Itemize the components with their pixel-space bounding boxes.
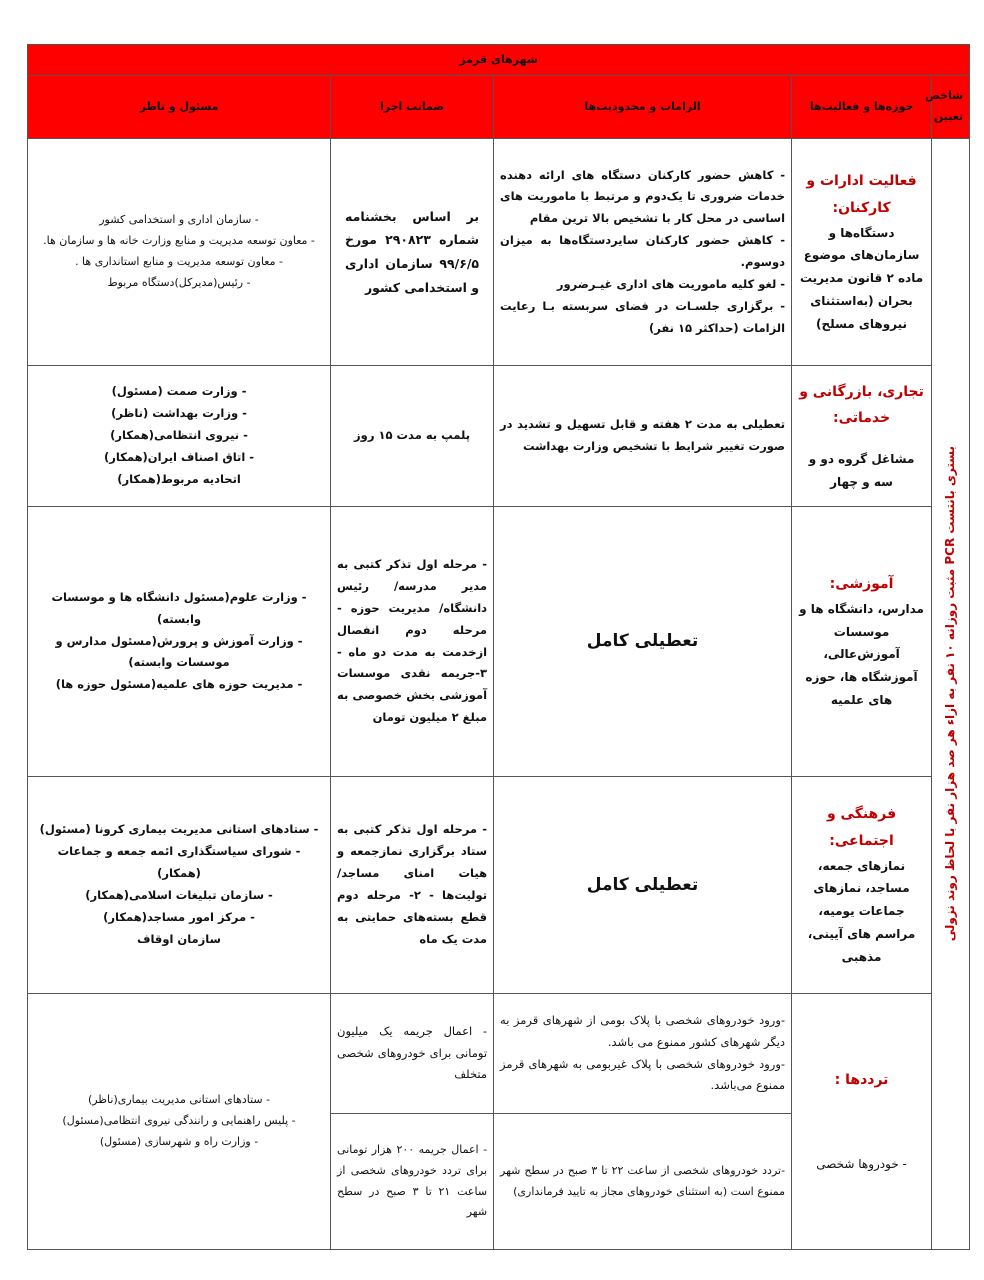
responsible-item: - نیروی انتظامی(همکار) <box>110 428 248 443</box>
header-guarantee: ضمانت اجرا <box>331 76 494 139</box>
guarantee-cell: پلمپ به مدت ۱۵ روز <box>331 366 494 507</box>
responsible-item: - سازمان تبلیغات اسلامی(همکار) <box>85 888 273 902</box>
responsible-item: - معاون توسعه مدیریت و منابع استانداری ها . <box>75 255 283 268</box>
requirements-cell: تعطیلی کامل <box>494 777 792 994</box>
responsible-item: - شورای سیاستگذاری ائمه جمعه و جماعات (همکار) <box>57 844 301 881</box>
responsible-cell <box>28 507 331 777</box>
area-body: دستگاه‌ها و سازمان‌های موضوع ماده ۲ قانون مدیریت بحران (به‌استثنای نیروهای مسلح) <box>799 225 924 331</box>
area-cell <box>792 507 932 777</box>
area-body: مشاغل گروه دو و سه و چهار <box>808 451 915 489</box>
responsible-item: - وزارت آموزش و پرورش(مسئول مدارس و موسسات وابسته) <box>55 633 303 670</box>
responsible-item: - ستادهای استانی مدیریت بیماری(ناظر) <box>87 1093 271 1107</box>
requirement-item: تعطیلی به مدت ۲ هفته و قابل تسهیل و تشدید در صورت تغییر شرایط با تشخیص وزارت بهداشت <box>500 417 786 453</box>
guarantee-cell: - مرحله اول تذکر کتبی به مدیر مدرسه/ رئیس دانشگاه/ مدیریت حوزه - مرحله دوم انفصال ازخدمت به مدت دو ماه - ۳-جریمه نقدی موسسات آموزشی بخش خصوصی به مبلغ ۲ میلیون تومان <box>331 507 494 777</box>
header-requirements: الزامات و محدودیت‌ها <box>494 76 792 139</box>
table-row <box>28 994 970 1114</box>
responsible-item: اتحادیه مربوط(همکار) <box>117 471 241 486</box>
responsible-item: - وزارت علوم(مسئول دانشگاه ها و موسسات وابسته) <box>51 589 307 626</box>
responsible-item: - وزارت صمت (مسئول) <box>111 384 247 399</box>
responsible-cell <box>28 994 331 1250</box>
responsible-cell <box>28 366 331 507</box>
responsible-item: - وزارت بهداشت (ناظر) <box>111 406 247 421</box>
responsible-cell <box>28 777 331 994</box>
indicator-text: بستری بانتست PCR مثبت روزانه ۱۰ نفر به ازاء هر صد هزار نفر با لحاظ روند نزولی <box>943 446 958 942</box>
table-row <box>28 777 970 994</box>
requirement-item: - برگزاری جلسـات در فضای سربسته بـا رعایت الزامات (حداکثر ۱۵ نفر) <box>500 298 786 335</box>
responsible-item: - معاون توسعه مدیریت و منابع وزارت خانه ها و سازمان ها. <box>43 234 315 248</box>
area-body: مدارس، دانشگاه ها و موسسات آموزش‌عالی، آموزشگاه ها، حوزه های علمیه <box>799 601 924 707</box>
indicator-cell <box>932 139 970 1250</box>
header-responsible: مسئول و ناظر <box>28 76 331 139</box>
responsible-item: - رئیس(مدیرکل)دستگاه مربوط <box>107 275 251 289</box>
guarantee-cell: - مرحله اول تذکر کتبی به ستاد برگزاری نمازجمعه و هیات امنای مساجد/ تولیت‌ها - ۲- مرحله دوم قطع بسته‌های حمایتی به مدت یک ماه <box>331 777 494 994</box>
responsible-item: - سازمان اداری و استخدامی کشور <box>99 213 259 227</box>
requirement-item: - کاهش حضور کارکنان سایردستگاه‌ها به میزان دوسوم. <box>500 233 786 269</box>
responsible-item: - وزارت راه و شهرسازی (مسئول) <box>99 1134 259 1148</box>
requirements-cell-night: -تردد خودروهای شخصی از ساعت ۲۲ تا ۳ صبح در سطح شهر ممنوع است (به استثنای خودروهای مجاز به تایید فرمانداری) <box>494 1114 792 1250</box>
requirement-item: -ورود خودروهای شخصی با پلاک بومی از شهرهای قرمز به دیگر شهرهای کشور ممنوع می باشد. <box>500 1012 786 1049</box>
area-title: ترددها : <box>834 1071 889 1088</box>
area-title: فعالیت ادارات و کارکنان: <box>806 173 917 216</box>
responsible-item: - پلیس راهنمایی و رانندگی نیروی انتظامی(مسئول) <box>62 1114 296 1128</box>
area-title: آموزشی: <box>829 576 894 593</box>
area-cell <box>792 777 932 994</box>
requirements-cell <box>494 366 792 507</box>
responsible-item: - مرکز امور مساجد(همکار) <box>103 909 255 924</box>
responsible-item: سازمان اوقاف <box>137 931 221 946</box>
area-body: - خودروها شخصی <box>816 1157 907 1172</box>
guarantee-cell-night: - اعمال جریمه ۲۰۰ هزار تومانی برای تردد خودروهای شخصی از ساعت ۲۱ تا ۳ صبح در سطح شهر <box>331 1114 494 1250</box>
area-title: تجاری، بازرگانی و خدماتی: <box>799 383 924 427</box>
requirements-cell: تعطیلی کامل <box>494 507 792 777</box>
requirement-item: - لغو کلیه ماموریت های اداری غیـرضرور <box>556 276 786 291</box>
area-body: نمازهای جمعه، مساجد، نمازهای جماعات یومیه، مراسم های آیینی، مذهبی <box>807 858 916 964</box>
area-title: فرهنگی و اجتماعی: <box>826 806 897 849</box>
area-cell <box>792 366 932 507</box>
area-cell <box>792 994 932 1250</box>
header-indicator: شاخص تعیین <box>932 76 970 139</box>
responsible-item: - مدیریت حوزه های علمیه(مسئول حوزه ها) <box>55 677 303 692</box>
area-cell <box>792 139 932 366</box>
responsible-item: - اتاق اصناف ایران(همکار) <box>103 449 255 464</box>
requirement-item: -ورود خودروهای شخصی با پلاک غیربومی به شهرهای قرمز ممنوع می‌باشد. <box>500 1056 786 1093</box>
guarantee-cell: بر اساس بخشنامه شماره ۲۹۰۸۲۳ مورخ ۹۹/۶/۵ سازمان اداری و استخدامی کشور <box>331 139 494 366</box>
table-row <box>28 139 970 366</box>
table-row <box>28 507 970 777</box>
header-areas: حوزه‌ها و فعالیت‌ها <box>792 76 932 139</box>
table-row <box>28 366 970 507</box>
guarantee-cell: - اعمال جریمه یک میلیون تومانی برای خودروهای شخصی متخلف <box>331 994 494 1114</box>
requirement-item: - کاهش حضور کارکنان دستگاه های ارائه دهنده خدمات ضروری تا یک‌دوم و مرتبط با ماموریت های اساسی در محل کار با تشخیص بالا ترین مقام <box>500 167 786 226</box>
responsible-item: - ستادهای استانی مدیریت بیماری کرونا (مسئول) <box>39 822 319 837</box>
red-cities-table <box>27 44 970 1250</box>
responsible-cell <box>28 139 331 366</box>
table-title: شهرهای قرمز <box>28 45 970 76</box>
requirements-cell <box>494 139 792 366</box>
requirements-cell <box>494 994 792 1114</box>
